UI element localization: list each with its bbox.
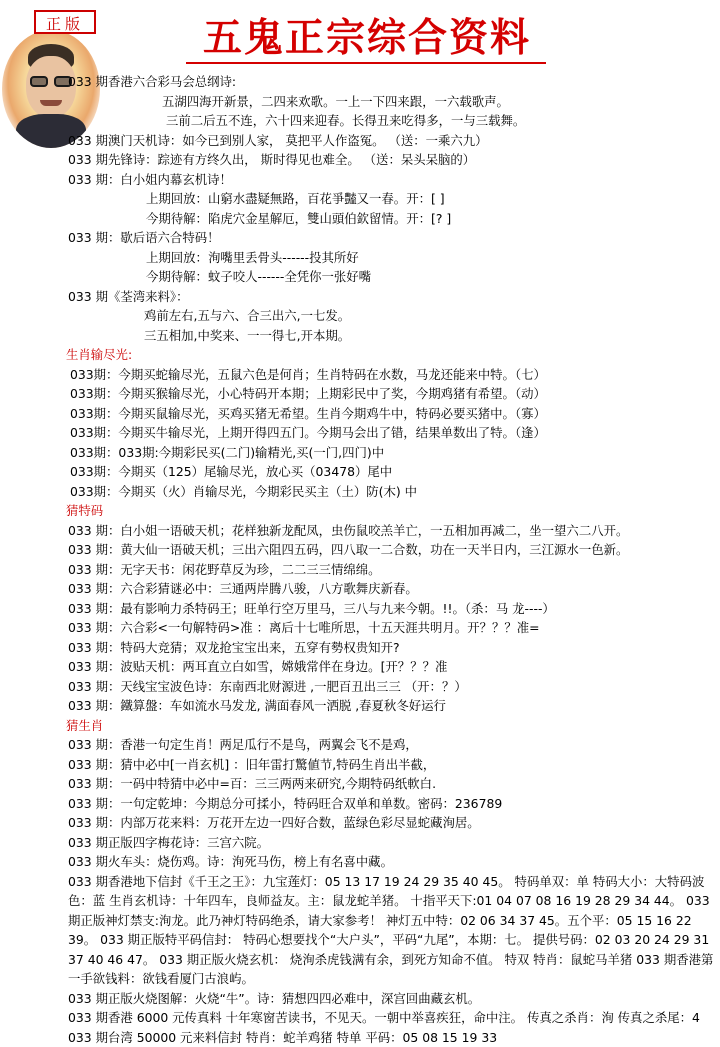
text-line: 033期：今期买蛇输尽光，五鼠六色是何肖；生肖特码在水数，马龙还能来中特。（七） (68, 365, 714, 385)
text-line: 033期：今期买牛输尽光，上期开得四五门。今期马会出了错，结果单数出了特。（逢） (68, 423, 714, 443)
text-line: 今期待解：陷虎穴金星解厄，雙山頭伯欽留情。开：[? ] (68, 209, 714, 229)
text-line: 033期：今期买（火）肖输尽光，今期彩民买主（土）防(木) 中 (68, 482, 714, 502)
text-line: 033 期：天线宝宝波色诗：东南西北财源进 ,一肥百丑出三三 （开：？） (68, 677, 714, 697)
section-heading: 猜特码 (66, 501, 714, 521)
document-body (68, 72, 714, 1047)
portrait-mouth (40, 100, 62, 106)
text-line: 033 期：六合彩猜谜必中：三通两岸腾八骏，八方歌舞庆新春。 (68, 579, 714, 599)
text-line: 033 期：无字天书：闲花野草反为珍，二二三三情绵绵。 (68, 560, 714, 580)
text-line: 033 期：波贴天机：两耳直立白如雪，嫦娥常伴在身边。[开？？？准 (68, 657, 714, 677)
text-line: 033 期：猜中必中[一肖玄机] ：旧年雷打驚値节,特码生肖出半截， (68, 755, 714, 775)
text-line: 033 期火车头：烧伤鸡。诗：洵死马伤，榜上有名喜中藏。 (68, 852, 714, 872)
text-line: 033 期：鐵算盤：车如流水马发龙, 满面春风一洒脱 ,春夏秋冬好运行 (68, 696, 714, 716)
section-heading: 生肖输尽光: (66, 345, 714, 365)
text-line: 033 期：一码中特猜中必中=百：三三两两来研究,今期特码纸軟白. (68, 774, 714, 794)
title-underline (186, 62, 546, 64)
text-line: 033 期香港六合彩马会总纲诗: (68, 72, 714, 92)
text-line: 033期：033期:今期彩民买(二门)输精光,买(一门,四门)中 (68, 443, 714, 463)
text-line: 033 期：一句定乾坤：今期总分可揉小，特码旺合双单和单数。密码：236789 (68, 794, 714, 814)
text-line: 033 期：黄大仙一语破天机；三出六阻四五码，四八取一二合数，功在一天半日内，三江源水一色新。 (68, 540, 714, 560)
text-line: 033 期：白小姐一语破天机；花样独新龙配凤，虫伤鼠咬羔羊亡，一五相加再减二，坐一望六二八开。 (68, 521, 714, 541)
text-line: 033 期：香港一句定生肖！两足瓜行不是鸟，两翼会飞不是鸡， (68, 735, 714, 755)
text-line: 033 期：六合彩<一句解特码>准 ：离后十七唯所思，十五天涯共明月。开？？？准= (68, 618, 714, 638)
text-line: 033 期台湾 50000 元来料信封 特肖：蛇羊鸡猪 特单 平码：05 08 15 19 33 (68, 1028, 714, 1047)
text-line: 033 期：最有影响力杀特码王；旺单行空万里马，三八与九来今朝。!!。（杀：马 龙----） (68, 599, 714, 619)
text-line: 今期待解：蚊子咬人------全凭你一张好嘴 (68, 267, 714, 287)
text-line: 033 期香港地下信封《千王之王》：九宝莲灯：05 13 17 19 24 29 35 40 45。 特码单双：单 特码大小：大特码波色：蓝 生肖玄机诗：十年四车，良师益友。主：鼠龙蛇羊猪。 十指平天下:01 04 07 08 16 19 28 29 34 44。 033 期正版神灯禁支:洵龙。此乃神灯特码绝杀，请大家参考！ 神灯五中特：02 06 34 37 45。五个平：05 15 16 22 39。 033 期正版特平码信封： 特码心想要找个“大户头”，平码“九尾”，本期：七。 提供号码：02 03 20 24 29 31 37 40 46 47。 033 期正版火烧玄机： 烧洵杀虎钱满有余，到死方知命不值。 特双 特肖：鼠蛇马羊猪 033 期香港第一手欲钱料：欲钱看厦门古浪屿。 (68, 872, 714, 989)
text-line: 上期回放：山窮水盡疑無路，百花爭豔又一春。开：[ ] (68, 189, 714, 209)
text-line: 033 期：歇后语六合特码！ (68, 228, 714, 248)
text-line: 033 期：内部万花来料：万花开左边一四好合数，蓝绿色彩尽显蛇藏洵居。 (68, 813, 714, 833)
text-line: 033 期《荃湾来料》： (68, 287, 714, 307)
text-line: 上期回放：洵嘴里丢骨头------投其所好 (68, 248, 714, 268)
text-line: 033期：今期买鼠输尽光，买鸡买猪无希望。生肖今期鸡牛中，特码必要买猪中。（寡） (68, 404, 714, 424)
text-line: 五湖四海开新景，二四来欢歌。一上一下四来跟，一六载歌声。 (68, 92, 714, 112)
text-line: 三前二后五不连，六十四来迎春。长得丑来吃得多，一与三载舞。 (68, 111, 714, 131)
text-line: 033 期先锋诗：踪迹有方终久出， 斯时得见也难全。 （送：呆头呆脑的） (68, 150, 714, 170)
text-line: 033 期澳门天机诗：如今已到别人家， 莫把平人作盗冤。 （送：一乘六九） (68, 131, 714, 151)
text-line: 033 期正版四字梅花诗：三宫六院。 (68, 833, 714, 853)
authentic-badge: 正版 (34, 10, 96, 34)
section-heading: 猜生肖 (66, 716, 714, 736)
text-line: 鸡前左右,五与六、合三出六,一七发。 (68, 306, 714, 326)
text-line: 033 期：特码大竞猜；双龙抢宝宝出来，五穿有勢权贵知开? (68, 638, 714, 658)
text-line: 三五相加,中奖来、一一得七,开本期。 (68, 326, 714, 346)
text-line: 033期：今期买（125）尾输尽光，放心买（03478）尾中 (68, 462, 714, 482)
text-line: 033 期香港 6000 元传真料 十年寒窗苦读书，不见天。一朝中举喜疾狂，命中注。 传真之杀肖：洵 传真之杀尾：4 (68, 1008, 714, 1028)
text-line: 033 期：白小姐内幕玄机诗！ (68, 170, 714, 190)
text-line: 033 期正版火烧图解：火烧“牛”。诗：猜想四四必难中，深宫回曲藏玄机。 (68, 989, 714, 1009)
text-line: 033期：今期买猴输尽光，小心特码开本期；上期彩民中了奖，今期鸡猪有希望。（动） (68, 384, 714, 404)
page-title: 五鬼正宗综合资料 (186, 14, 548, 62)
